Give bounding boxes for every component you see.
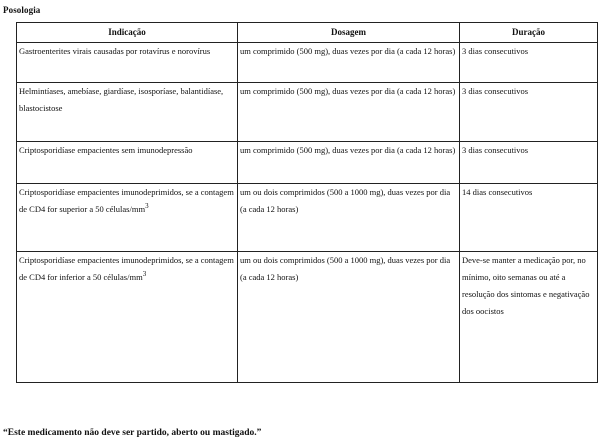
cell-dosagem: um comprimido (500 mg), duas vezes por dia (a cada 12 horas) <box>238 83 460 142</box>
posology-table <box>16 22 598 383</box>
cell-indicacao: Helmintíases, amebíase, giardíase, isosporíase, balantidíase, blastocistose <box>17 83 238 142</box>
cell-duracao: Deve-se manter a medicação por, no mínimo, oito semanas ou até a resolução dos sintomas e negativação dos oocistos <box>460 252 598 383</box>
footer-warning: “Este medicamento não deve ser partido, aberto ou mastigado.” <box>3 428 262 438</box>
cell-indicacao-text: Criptosporidíase empacientes imunodeprimidos, se a contagem de CD4 for inferior a 50 células/mm <box>19 255 234 282</box>
header-indicacao: Indicação <box>17 23 238 43</box>
table-row <box>17 142 598 184</box>
section-heading: Posologia <box>3 5 41 15</box>
cell-dosagem: um ou dois comprimidos (500 a 1000 mg), duas vezes por dia (a cada 12 horas) <box>238 184 460 252</box>
cell-duracao: 3 dias consecutivos <box>460 142 598 184</box>
table-row <box>17 83 598 142</box>
header-dosagem: Dosagem <box>238 23 460 43</box>
superscript-exponent: 3 <box>145 202 149 210</box>
cell-dosagem: um comprimido (500 mg), duas vezes por dia (a cada 12 horas) <box>238 142 460 184</box>
cell-indicacao <box>17 184 238 252</box>
cell-duracao: 3 dias consecutivos <box>460 83 598 142</box>
superscript-exponent: 3 <box>142 270 147 278</box>
cell-indicacao: Criptosporidíase empacientes sem imunodepressão <box>17 142 238 184</box>
cell-dosagem: um comprimido (500 mg), duas vezes por dia (a cada 12 horas) <box>238 43 460 83</box>
cell-indicacao <box>17 252 238 383</box>
table-header-row <box>17 23 598 43</box>
cell-indicacao-text: Criptosporidíase empacientes imunodeprimidos, se a contagem de CD4 for superior a 50 células/mm <box>19 187 234 214</box>
table-row <box>17 43 598 83</box>
cell-indicacao: Gastroenterites virais causadas por rotavírus e norovírus <box>17 43 238 83</box>
cell-duracao: 3 dias consecutivos <box>460 43 598 83</box>
cell-dosagem: um ou dois comprimidos (500 a 1000 mg), duas vezes por dia (a cada 12 horas) <box>238 252 460 383</box>
header-duracao: Duração <box>460 23 598 43</box>
cell-duracao: 14 dias consecutivos <box>460 184 598 252</box>
table-row <box>17 184 598 252</box>
table-row <box>17 252 598 383</box>
